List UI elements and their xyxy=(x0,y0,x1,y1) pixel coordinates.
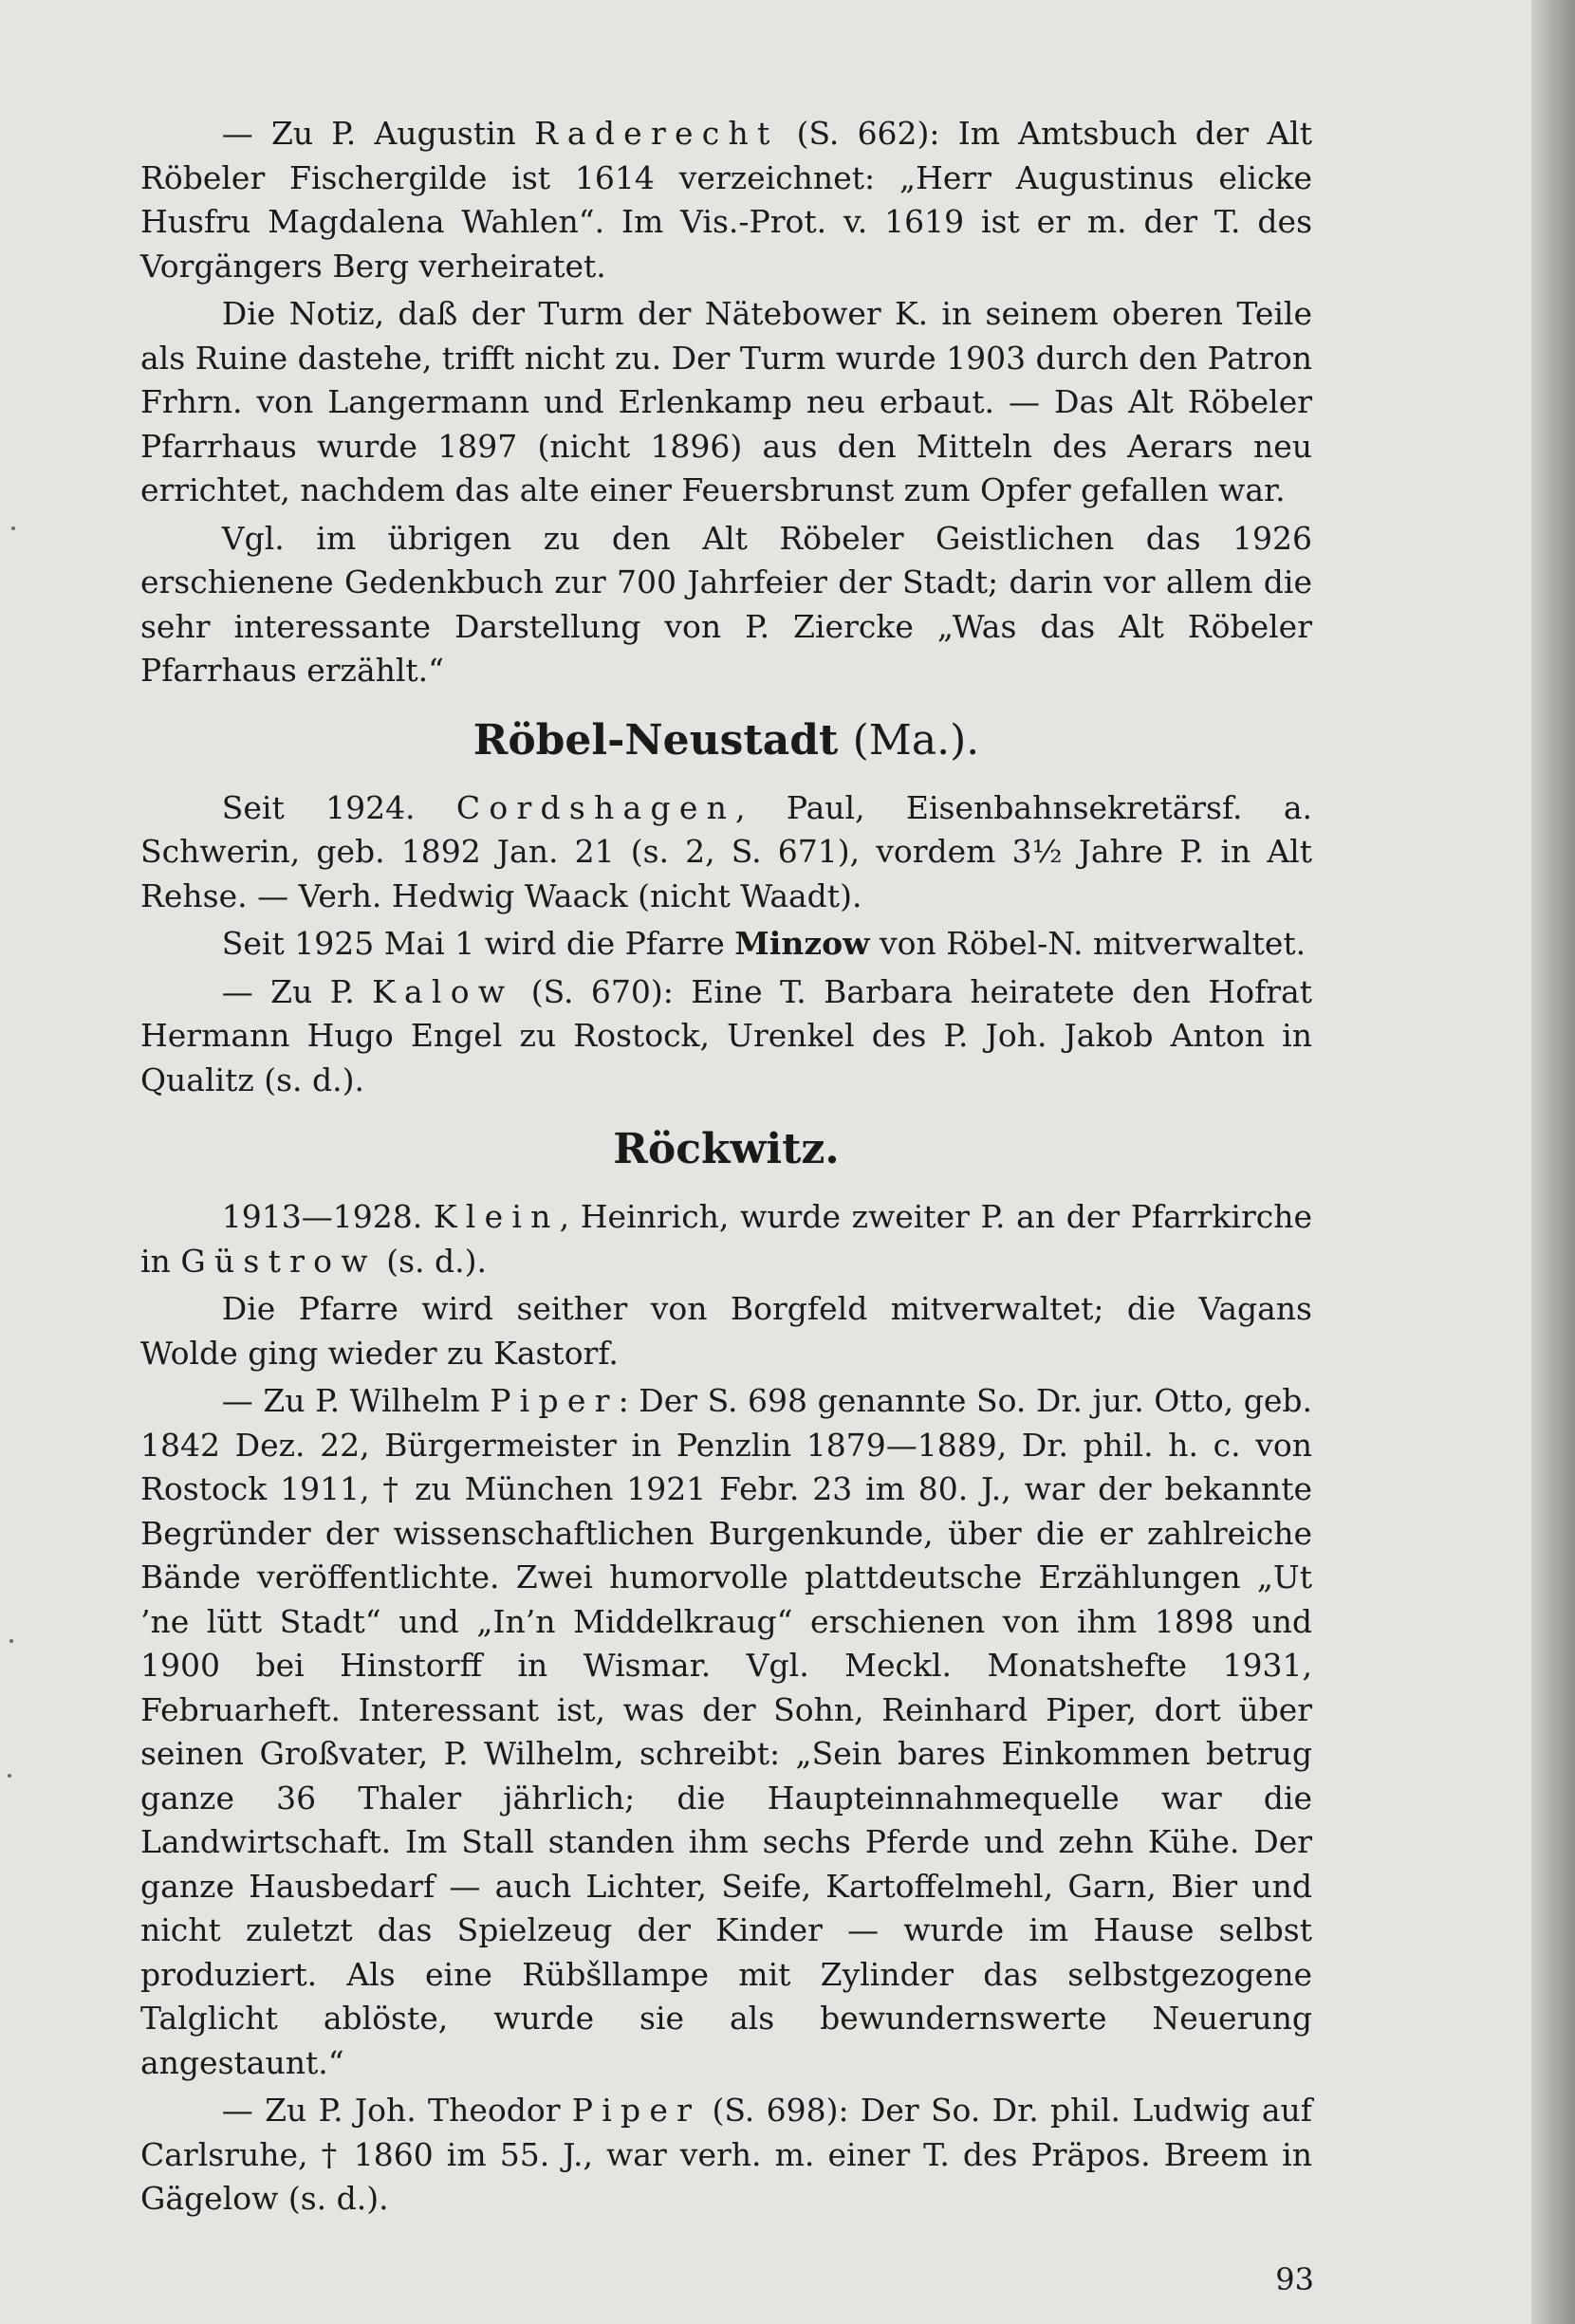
place-name: Güstrow xyxy=(180,1242,377,1280)
section-heading-roeckwitz: Röckwitz. xyxy=(613,1125,840,1173)
paragraph-raderecht: — Zu P. Augustin Raderecht (S. 662): Im Amtsbuch der Alt Röbeler Fischergilde ist 1614 verzeichnet: „Herr Augustinus elicke Husfru Magdalena Wahlen“. Im Vis.-Prot. v. 1619 ist er m. der T. des Vorgängers Berg verheiratet. xyxy=(140,115,1312,285)
scan-speck xyxy=(8,1774,11,1778)
person-name: Cordshagen xyxy=(455,788,736,826)
paragraph-cordshagen: Seit 1924. Cordshagen, Paul, Eisenbahnsekretärsf. a. Schwerin, geb. 1892 Jan. 21 (s. 2, S. 671), vordem 3½ Jahre P. in Alt Rehse. — Verh. Hedwig Waack (nicht Waadt). xyxy=(140,788,1313,914)
person-name: Kalow xyxy=(372,972,514,1010)
paragraph-borgfeld: Die Pfarre wird seither von Borgfeld mitverwaltet; die Vagans Wolde ging wieder zu Kastorf. xyxy=(140,1290,1312,1372)
place-name: Minzow xyxy=(734,925,870,962)
paragraph-kalow: — Zu P. Kalow (S. 670): Eine T. Barbara heiratete den Hofrat Hermann Hugo Engel zu Rostock, Urenkel des P. Joh. Jakob Anton in Qualitz (s. d.). xyxy=(140,972,1312,1098)
paragraph-klein: 1913—1928. Klein, Heinrich, wurde zweiter P. an der Pfarrkirche in Güstrow (s. d.). xyxy=(140,1198,1312,1280)
page-number: 93 xyxy=(1275,2261,1314,2297)
person-name: Piper xyxy=(490,1382,619,1419)
paragraph-theodor-piper: — Zu P. Joh. Theodor Piper (S. 698): Der So. Dr. phil. Ludwig auf Carlsruhe, † 1860 im 55. J., war verh. m. einer T. des Präpos. Breem in Gägelow (s. d.). xyxy=(140,2092,1312,2217)
person-name: Piper xyxy=(571,2092,701,2129)
paragraph-wilhelm-piper: — Zu P. Wilhelm Piper: Der S. 698 genannte So. Dr. jur. Otto, geb. 1842 Dez. 22, Bürgermeister in Penzlin 1879—1889, Dr. phil. h. c. von Rostock 1911, † zu München 1921 Febr. 23 im 80. J., war der bekannte Begründer der wissenschaftlichen Burgenkunde, über die er zahlreiche Bände veröffentlichte. Zwei humorvolle plattdeutsche Erzählungen „Ut ’ne lütt Stadt“ und „In’n Middelkraug“ erschienen von ihm 1898 und 1900 bei Hinstorff in Wismar. Vgl. Meckl. Monatshefte 1931, Februarheft. Interessant ist, was der Sohn, Reinhard Piper, dort über seinen Großvater, P. Wilhelm, schreibt: „Sein bares Einkommen betrug ganze 36 Thaler jährlich; die Haupteinnahmequelle war die Landwirtschaft. Im Stall standen ihm sechs Pferde und zehn Kühe. Der ganze Hausbedarf — auch Lichter, Seife, Kartoffelmehl, Garn, Bier und nicht zuletzt das Spielzeug der Kinder — wurde im Hause selbst produziert. Als eine Rübšllampe mit Zylinder das selbstgezogene Talglicht ablöste, wurde sie als bewundernswerte Neuerung angestaunt.“ xyxy=(140,1382,1312,2081)
person-name: Klein xyxy=(433,1198,560,1235)
section-heading-roebel-neustadt: Röbel-Neustadt (Ma.). xyxy=(472,715,980,765)
paragraph-minzow: Seit 1925 Mai 1 wird die Pfarre Minzow von Röbel-N. mitverwaltet. xyxy=(221,925,1306,962)
binding-shadow xyxy=(1531,0,1575,2324)
paragraph-turm: Die Notiz, daß der Turm der Nätebower K. in seinem oberen Teile als Ruine dastehe, trifft nicht zu. Der Turm wurde 1903 durch den Patron Frhrn. von Langermann und Erlenkamp neu erbaut. — Das Alt Röbeler Pfarrhaus wurde 1897 (nicht 1896) aus den Mitteln des Aerars neu errichtet, nachdem das alte einer Feuersbrunst zum Opfer gefallen war. xyxy=(140,295,1312,508)
scan-speck xyxy=(11,526,15,530)
paragraph-gedenkbuch: Vgl. im übrigen zu den Alt Röbeler Geistlichen das 1926 erschienene Gedenkbuch zur 700 Jahrfeier der Stadt; darin vor allem die sehr interessante Darstellung von P. Ziercke „Was das Alt Röbeler Pfarrhaus erzählt.“ xyxy=(140,519,1312,689)
page-text xyxy=(140,112,1312,2222)
scan-speck xyxy=(9,1639,13,1643)
person-name: Raderecht xyxy=(534,115,779,152)
